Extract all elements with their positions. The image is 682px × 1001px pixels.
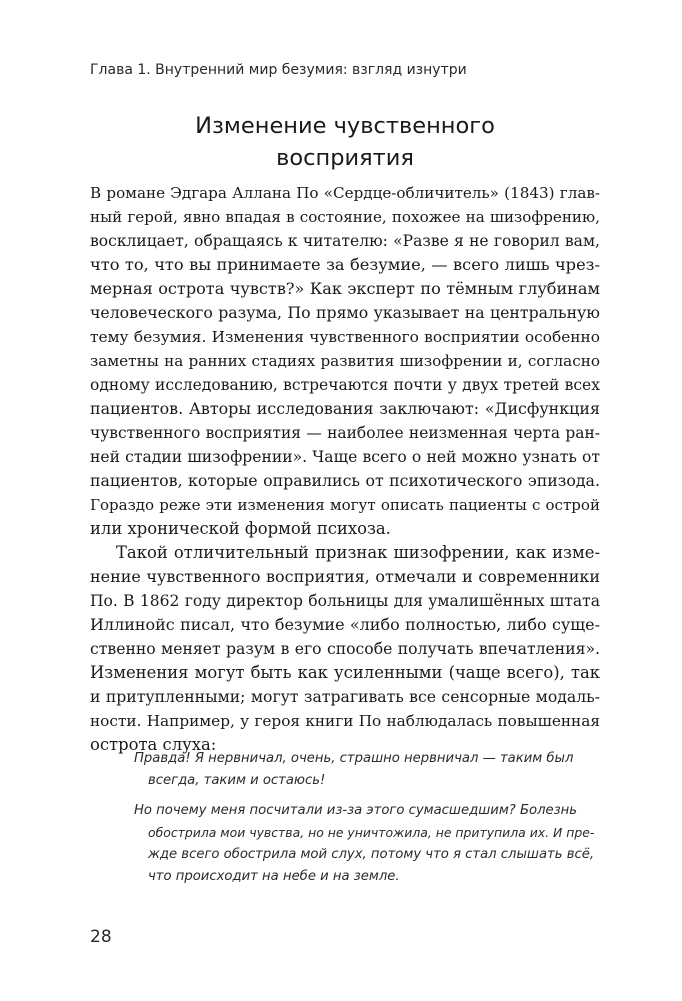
text-line: человеческого разума, По прямо указывает на центральную [90, 303, 600, 322]
quote-line: обострила мои чувства, но не уничтожила, не притупила их. И пре- [148, 825, 595, 840]
text-line: заметны на ранних стадиях развития шизофрении и, согласно [90, 352, 600, 370]
text-line: пациентов, которые оправились от психотического эпизода. [90, 471, 600, 490]
running-head: Глава 1. Внутренний мир безумия: взгляд изнутри [90, 62, 467, 78]
text-line: чувственного восприятия — наиболее неизменная черта ран- [90, 424, 600, 442]
text-line: пациентов. Авторы исследования заключают: «Дисфункция [90, 399, 600, 418]
quote-line: Правда! Я нервничал, очень, страшно нервничал — таким был [134, 751, 574, 766]
text-line: ности. Например, у героя книги По наблюдалась повышенная [90, 712, 600, 730]
quote-line: что происходит на небе и на земле. [148, 869, 400, 884]
page-number: 28 [90, 927, 112, 947]
text-line: острота слуха: [90, 735, 217, 754]
quote-line: жде всего обострила мой слух, потому что я стал слышать всё, [148, 847, 595, 862]
quote-line: всегда, таким и остаюсь! [148, 773, 326, 788]
text-line: восклицает, обращаясь к читателю: «Разве я не говорил вам, [90, 232, 600, 250]
text-line: Гораздо реже эти изменения могут описать пациенты с острой [90, 496, 600, 514]
text-line: В романе Эдгара Аллана По «Сердце-обличитель» (1843) глав- [90, 184, 600, 202]
quote-paragraph-gap [134, 792, 596, 800]
text-line: По. В 1862 году директор больницы для умалишённых штата [90, 592, 600, 610]
text-line: Иллинойс писал, что безумие «либо полностью, либо суще- [90, 615, 600, 634]
text-line: мерная острота чувств?» Как эксперт по тёмным глубинам [90, 279, 600, 298]
text-line: или хронической формой психоза. [90, 519, 391, 538]
text-line: тему безумия. Изменения чувственного восприятии особенно [90, 328, 600, 346]
section-title-line: Изменение чувственного [195, 113, 495, 139]
quote-line: Но почему меня посчитали из-за этого сумасшедшим? Болезнь [134, 803, 578, 818]
block-quote [134, 748, 596, 888]
text-line: Такой отличительный признак шизофрении, как изме- [116, 543, 600, 562]
text-line: нение чувственного восприятия, отмечали и современники [90, 567, 600, 586]
section-title-line: восприятия [276, 145, 414, 171]
text-line: ней стадии шизофрении». Чаще всего о ней можно узнать от [90, 448, 600, 466]
text-line: ный герой, явно впадая в состояние, похожее на шизофрению, [90, 208, 600, 226]
text-line: ственно меняет разум в его способе получать впечатления». [90, 639, 600, 658]
text-line: одному исследованию, встречаются почти у двух третей всех [90, 376, 600, 394]
text-line: Изменения могут быть как усиленными (чаще всего), так [90, 663, 600, 682]
body-text [90, 181, 600, 757]
text-line: и притупленными; могут затрагивать все сенсорные модаль- [90, 687, 600, 706]
text-line: что то, что вы принимаете за безумие, — всего лишь чрез- [90, 255, 600, 274]
section-title [90, 110, 600, 174]
